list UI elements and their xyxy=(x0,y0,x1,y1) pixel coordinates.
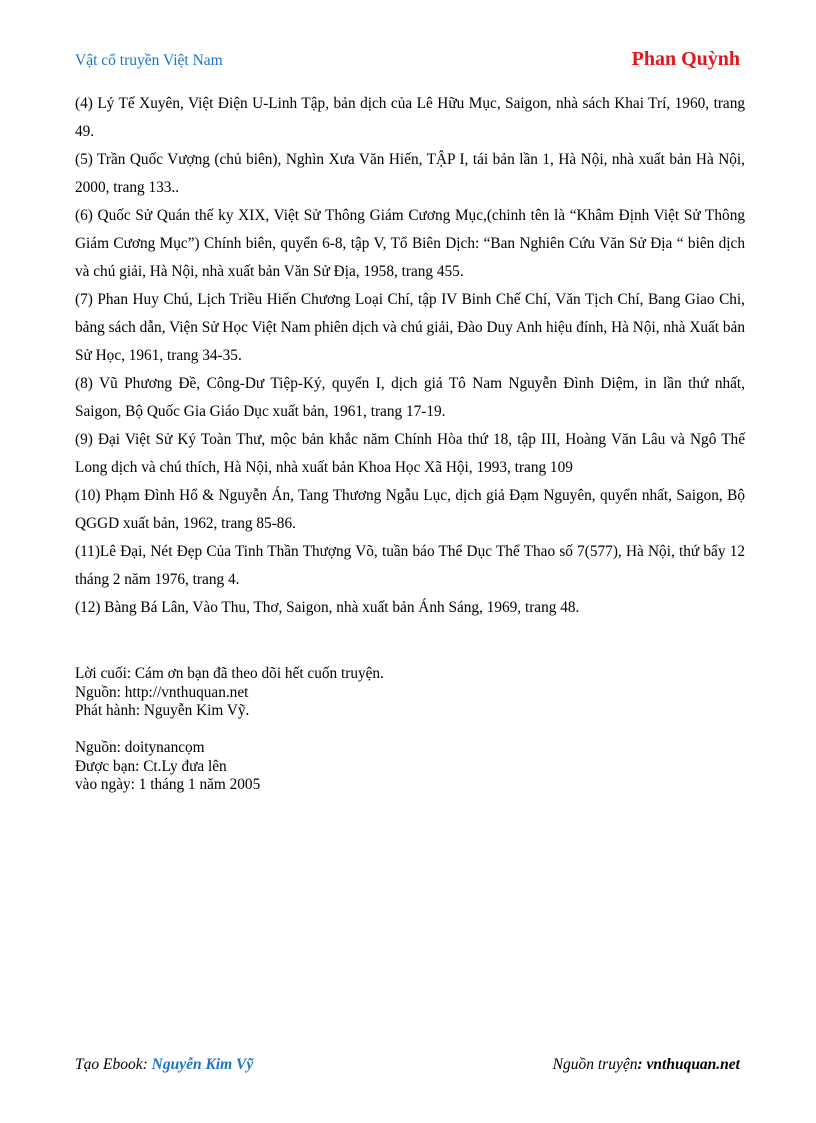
closing-line: Phát hành: Nguyễn Kim Vỹ. xyxy=(75,702,250,719)
reference-item: (6) Quốc Sử Quán thế ky XIX, Việt Sử Thông Giám Cương Mục,(chinh tên là “Khâm Định Việt Sử Thông Giám Cương Mục”) Chính biên, quyển 6-8, tập V, Tổ Biên Dịch: “Ban Nghiên Cứu Văn Sử Địa “ biên dịch và chú giải, Hà Nội, nhà xuất bản Văn Sử Địa, 1958, trang 455. xyxy=(75,207,745,280)
closing-line: Nguồn: http://vnthuquan.net xyxy=(75,683,249,701)
closing-line: vào ngày: 1 tháng 1 năm 2005 xyxy=(75,776,261,793)
author-name: Phan Quỳnh xyxy=(631,48,740,70)
footer-source-separator: : xyxy=(637,1056,647,1073)
reference-list xyxy=(75,90,745,622)
footer-source-credit xyxy=(553,1056,740,1074)
footer-source-label: Nguồn truyện xyxy=(552,1056,638,1073)
reference-item: (7) Phan Huy Chú, Lịch Triều Hiến Chương Loại Chí, tập IV Binh Chế Chí, Văn Tịch Chí, Bang Giao Chi, bảng sách dẫn, Viện Sử Học Việt Nam phiên dịch và chú giải, Đào Duy Anh hiệu đính, Hà Nội, nhà Xuất bản Sử Học, 1961, trang 34-35. xyxy=(75,291,745,364)
footer-ebook-separator: : xyxy=(142,1056,152,1073)
closing-notes xyxy=(75,665,384,795)
closing-line: Nguồn: doitynancọm xyxy=(75,739,205,756)
reference-item: (4) Lý Tế Xuyên, Việt Điện U-Linh Tập, bản dịch của Lê Hữu Mục, Saigon, nhà sách Khai Trí, 1960, trang 49. xyxy=(75,95,745,140)
reference-item: (11)Lê Đại, Nét Đẹp Của Tinh Thần Thượng Võ, tuần báo Thể Dục Thể Thao số 7(577), Hà Nội, thứ bẩy 12 tháng 2 năm 1976, trang 4. xyxy=(75,543,745,588)
closing-line: Được bạn: Ct.Ly đưa lên xyxy=(75,757,227,775)
reference-item: (12) Bàng Bá Lân, Vào Thu, Thơ, Saigon, nhà xuất bản Ánh Sáng, 1969, trang 48. xyxy=(75,599,580,616)
footer-source-site: vnthuquan.net xyxy=(646,1056,740,1073)
footer-ebook-author: Nguyễn Kim Vỹ xyxy=(151,1056,254,1073)
reference-item: (5) Trần Quốc Vượng (chủ biên), Nghìn Xưa Văn Hiến, TẬP I, tái bản lần 1, Hà Nội, nhà xuất bản Hà Nội, 2000, trang 133.. xyxy=(75,151,745,196)
book-title: Vật cổ truyền Việt Nam xyxy=(75,52,223,69)
reference-item: (9) Đại Việt Sử Ký Toàn Thư, mộc bản khắc năm Chính Hòa thứ 18, tập III, Hoàng Văn Lâu và Ngô Thế Long dịch và chú thích, Hà Nội, nhà xuất bản Khoa Học Xã Hội, 1993, trang 109 xyxy=(75,431,745,476)
footer-ebook-credit xyxy=(75,1056,253,1074)
reference-item: (10) Phạm Đình Hổ & Nguyễn Án, Tang Thương Ngẫu Lục, dịch giả Đạm Nguyên, quyển nhất, Saigon, Bộ QGGD xuất bản, 1962, trang 85-86. xyxy=(75,487,745,532)
reference-item: (8) Vũ Phương Đề, Công-Dư Tiệp-Ký, quyển I, dịch giả Tô Nam Nguyễn Đình Diệm, in lần thứ nhất, Saigon, Bộ Quốc Gia Giáo Dục xuất bản, 1961, trang 17-19. xyxy=(75,375,745,420)
footer-ebook-label: Tạo Ebook xyxy=(75,1056,143,1073)
closing-line: Lời cuối: Cám ơn bạn đã theo dõi hết cuốn truyện. xyxy=(75,665,384,682)
